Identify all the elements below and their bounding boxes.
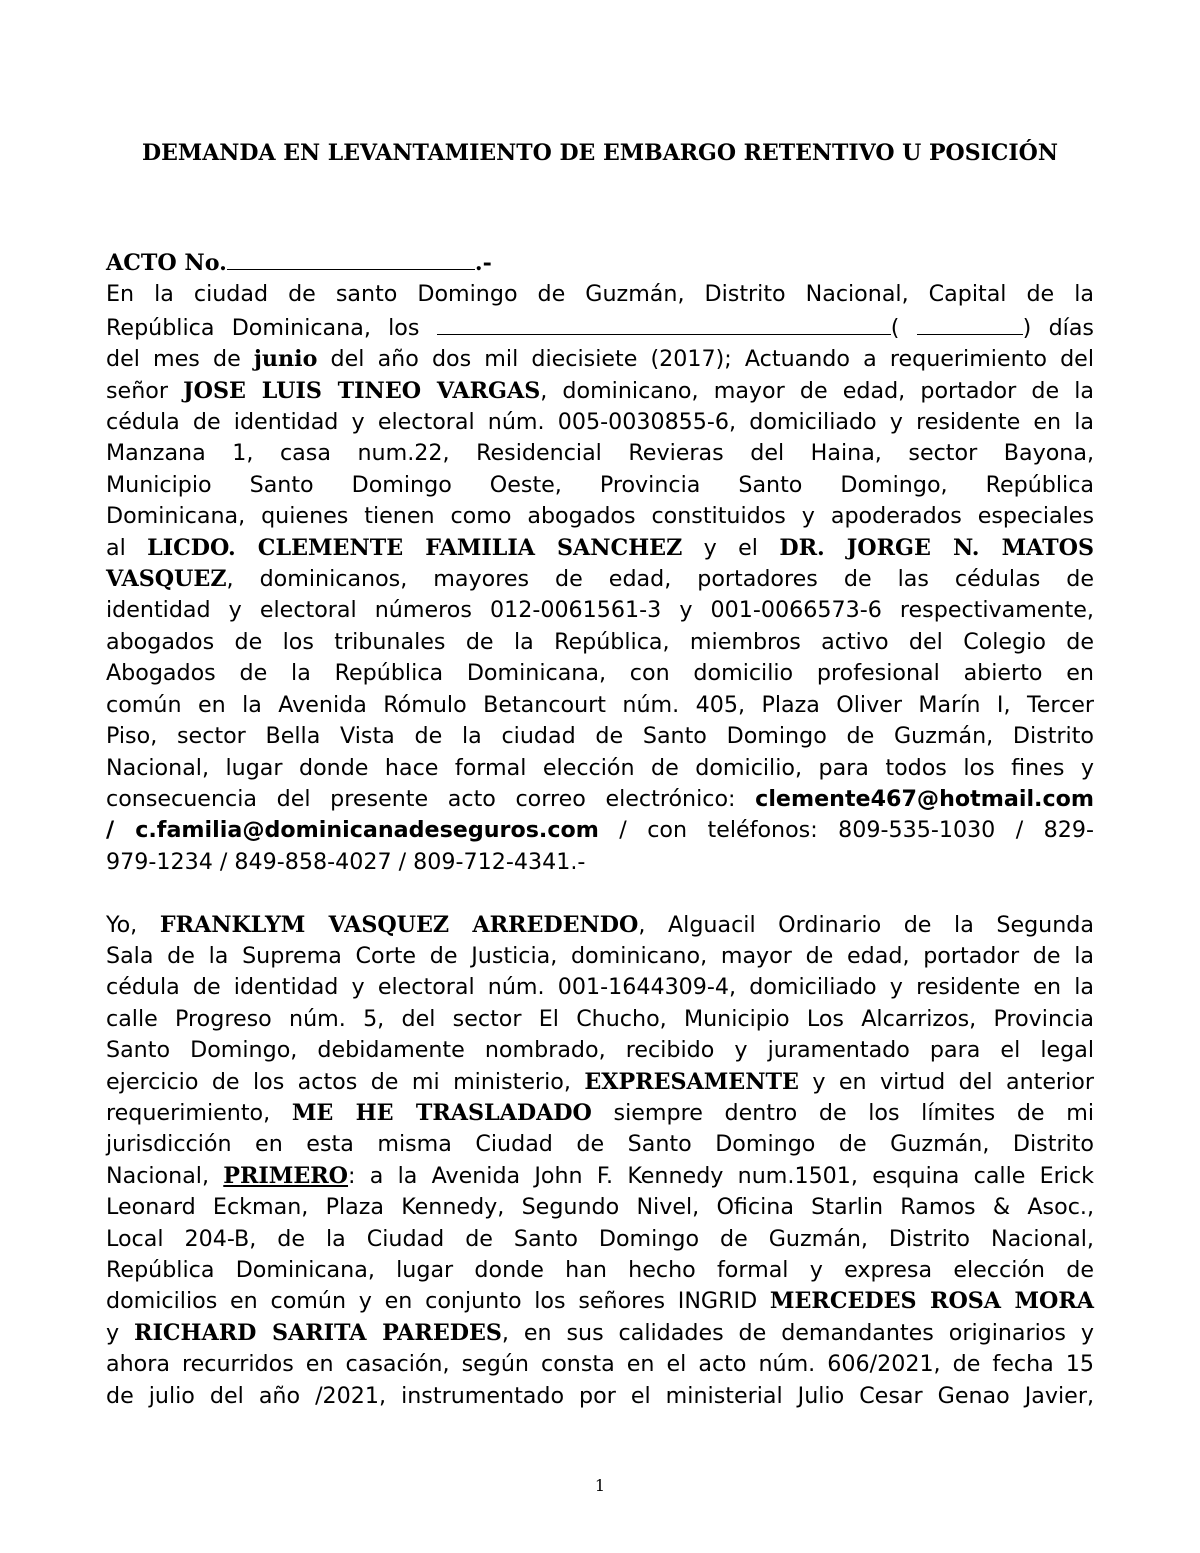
- text-line: cédula de identidad y electoral núm. 001-1644309-4, domiciliado y residente en la: [106, 974, 1094, 1001]
- text-line: Piso, sector Bella Vista de la ciudad de Santo Domingo de Guzmán, Distrito: [106, 723, 1094, 750]
- acto-suffix: .-: [474, 250, 492, 276]
- paragraph-traslado: [106, 910, 1094, 1413]
- page-number: 1: [594, 1476, 606, 1495]
- text-line: República Dominicana, lugar donde han hecho formal y expresa elección de: [106, 1256, 1094, 1283]
- text-line: Nacional, lugar donde hace formal elección de domicilio, para todos los fines y: [106, 754, 1094, 781]
- text-line: al LICDO. CLEMENTE FAMILIA SANCHEZ y el DR. JORGE N. MATOS: [106, 534, 1094, 561]
- text-line: jurisdicción en esta misma Ciudad de Santo Domingo de Guzmán, Distrito: [106, 1131, 1094, 1158]
- party-name-2: RICHARD SARITA PAREDES: [134, 1319, 502, 1346]
- emphasis-expresamente: EXPRESAMENTE: [584, 1068, 799, 1095]
- text-line: Dominicana, quienes tienen como abogados constituidos y apoderados especiales: [106, 503, 1094, 530]
- bailiff-name: FRANKLYM VASQUEZ ARREDENDO: [159, 911, 639, 938]
- text-line: domicilios en común y en conjunto los señores INGRID MERCEDES ROSA MORA: [106, 1288, 1094, 1315]
- text-line: Sala de la Suprema Corte de Justicia, dominicano, mayor de edad, portador de la: [106, 942, 1094, 969]
- acto-number-line: [106, 246, 1094, 279]
- text-line: República Dominicana, los ( ) días: [106, 311, 1094, 344]
- requester-name: JOSE LUIS TINEO VARGAS: [183, 377, 541, 404]
- party-name-1: MERCEDES ROSA MORA: [769, 1288, 1094, 1315]
- text-line: del mes de junio del año dos mil diecisiete (2017); Actuando a requerimiento del: [106, 346, 1094, 373]
- lawyer-name-1: LICDO. CLEMENTE FAMILIA SANCHEZ: [147, 534, 683, 561]
- text-line: / c.familia@dominicanadeseguros.com / con teléfonos: 809-535-1030 / 829-: [106, 817, 1094, 844]
- text-line: señor JOSE LUIS TINEO VARGAS, dominicano, mayor de edad, portador de la: [106, 377, 1094, 404]
- text-line: Nacional, PRIMERO: a la Avenida John F. Kennedy num.1501, esquina calle Erick: [106, 1162, 1094, 1189]
- text-line: consecuencia del presente acto correo electrónico: clemente467@hotmail.com: [106, 785, 1094, 812]
- paragraph-requerimiento: [106, 279, 1094, 878]
- text-line: de julio del año /2021, instrumentado por el ministerial Julio Cesar Genao Javier,: [106, 1382, 1094, 1409]
- text-line: común en la Avenida Rómulo Betancourt núm. 405, Plaza Oliver Marín I, Tercer: [106, 691, 1094, 718]
- date-words-blank: [437, 311, 891, 335]
- text-line: Municipio Santo Domingo Oeste, Provincia Santo Domingo, República: [106, 471, 1094, 498]
- acto-label: ACTO No.: [106, 250, 227, 276]
- emphasis-trasladado: ME HE TRASLADADO: [291, 1099, 592, 1126]
- text-line: 979-1234 / 849-858-4027 / 809-712-4341.-: [106, 848, 586, 875]
- acto-number-blank: [227, 246, 475, 270]
- text-line: Abogados de la República Dominicana, con domicilio profesional abierto en: [106, 660, 1094, 687]
- email-1: clemente467@hotmail.com: [755, 785, 1094, 812]
- text-line: Santo Domingo, debidamente nombrado, recibido y juramentado para el legal: [106, 1037, 1094, 1064]
- text-line: ahora recurridos en casación, según consta en el acto núm. 606/2021, de fecha 15: [106, 1351, 1094, 1378]
- email-2: / c.familia@dominicanadeseguros.com: [106, 817, 599, 844]
- text-line: y RICHARD SARITA PAREDES, en sus calidades de demandantes originarios y: [106, 1319, 1094, 1346]
- lawyer-name-2-cont: VASQUEZ: [106, 566, 227, 593]
- text-line: identidad y electoral números 012-0061561-3 y 001-0066573-6 respectivamente,: [106, 597, 1094, 624]
- text-line: cédula de identidad y electoral núm. 005-0030855-6, domiciliado y residente en la: [106, 409, 1094, 436]
- document-title: DEMANDA EN LEVANTAMIENTO DE EMBARGO RETENTIVO U POSICIÓN: [142, 140, 1058, 166]
- text-line: Yo, FRANKLYM VASQUEZ ARREDENDO, Alguacil Ordinario de la Segunda: [106, 911, 1094, 938]
- text-line: ejercicio de los actos de mi ministerio, EXPRESAMENTE y en virtud del anterior: [106, 1068, 1094, 1095]
- text-line: VASQUEZ, dominicanos, mayores de edad, portadores de las cédulas de: [106, 566, 1094, 593]
- text-line: calle Progreso núm. 5, del sector El Chucho, Municipio Los Alcarrizos, Provincia: [106, 1005, 1094, 1032]
- date-number-blank: [917, 311, 1023, 335]
- text-line: Leonard Eckman, Plaza Kennedy, Segundo Nivel, Oficina Starlin Ramos & Asoc.,: [106, 1194, 1094, 1221]
- paragraph-spacer: [106, 878, 1094, 909]
- text-line: En la ciudad de santo Domingo de Guzmán, Distrito Nacional, Capital de la: [106, 281, 1094, 308]
- text-line: abogados de los tribunales de la República, miembros activo del Colegio de: [106, 628, 1094, 655]
- month-name: junio: [253, 346, 318, 373]
- text-line: requerimiento, ME HE TRASLADADO siempre dentro de los límites de mi: [106, 1099, 1094, 1126]
- lawyer-name-2: DR. JORGE N. MATOS: [779, 534, 1094, 561]
- text-line: Local 204-B, de la Ciudad de Santo Domingo de Guzmán, Distrito Nacional,: [106, 1225, 1094, 1252]
- emphasis-primero: PRIMERO: [223, 1162, 349, 1189]
- text-line: Manzana 1, casa num.22, Residencial Revieras del Haina, sector Bayona,: [106, 440, 1094, 467]
- document-body: [106, 138, 1094, 1412]
